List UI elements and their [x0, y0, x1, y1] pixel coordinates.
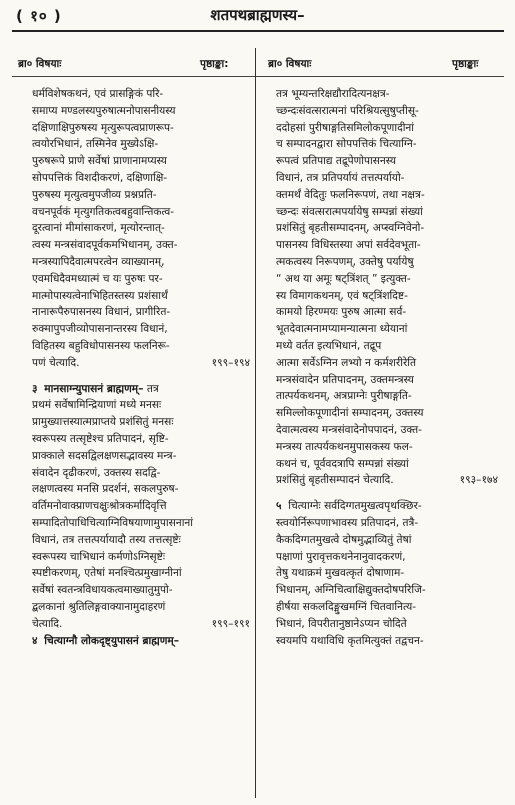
text-line: पुरुषस्य मृत्युत्वमुपजीव्य प्रश्नप्रति- — [32, 188, 157, 201]
section-title-tail: तत्र — [146, 382, 159, 395]
right-header-pages: पृष्ठाङ्काः — [452, 58, 479, 70]
text-line: कैकदिग्गतमुखत्वे दोषमुद्भाव्यितुं तेषां — [276, 533, 412, 546]
text-line: च सम्पादनद्वारा सोपपत्तिकं चित्याग्नि- — [276, 138, 417, 151]
text-line: सम्पादितोपाधिचित्याग्निविषयाणामुपासनानां — [32, 516, 194, 529]
entry-closing-text: प्रशंसितुं बृहतीसम्पादनं चेत्यादि. — [276, 474, 394, 487]
right-column — [276, 86, 498, 649]
text-line: पुरुषरूपे प्राणे सर्वेषां प्राणानामप्यस्य — [32, 155, 167, 168]
text-line: प्राक्काले सदसद्विलक्षणसद्भावस्य मन्त्र- — [32, 449, 177, 462]
text-line: स्वरूपस्य तत्सृष्टेश्च प्रतिपादनं, सृष्टि- — [32, 432, 169, 445]
section-number: ४ — [32, 634, 38, 647]
text-line: तात्पर्यकथनम्, अत्रप्राग्नेः पुरीषाङ्गति- — [276, 390, 412, 403]
entry-closing-line — [276, 472, 498, 489]
left-header-pages: पृष्ठाङ्का: — [200, 58, 229, 70]
text-line: हीर्षया सकलदिङ्मुखमग्निं चितवानित्य- — [276, 600, 417, 613]
text-line: लक्षणत्वस्य मनसि प्रदर्शनं, सकलपुरुष- — [32, 483, 179, 496]
text-line: च्छन्दःसंवत्सरात्मनां परिश्रियत्सुषुप्तीसू- — [276, 104, 419, 117]
text-line: समाप्य मण्डलस्यपुरुषात्मनोपासनीयस्य — [32, 104, 176, 117]
page-range: १९९–१९१ — [211, 617, 250, 630]
text-line: प्रशंसितुं बृहतीसम्पादनम्, अप्स्वग्निवेनो- — [276, 222, 425, 235]
text-line: क्तमर्थं वेदितुः फलनिरूपणं, तथा नक्षत्र- — [276, 188, 425, 201]
left-column — [32, 86, 250, 649]
section-heading-line — [32, 381, 250, 398]
text-line: तेषु यथाक्रमं मुखवत्कृतं दोषाणाम- — [276, 567, 405, 580]
section-number: ५ — [276, 500, 282, 513]
page-range: १९९–१९४ — [211, 356, 250, 369]
entry-closing-line — [32, 355, 250, 372]
running-title: शतपथब्राह्मणस्य– — [210, 6, 305, 24]
text-fragment: सर्वदिग्गतमुखत्वपृथक्छिर- — [324, 500, 422, 513]
text-line: भिधानं, विपरीतानुष्ठानेऽप्यन चोदिते — [276, 617, 407, 630]
text-line: देवात्मत्वस्य मन्त्रसंवादेनोपपादनं, उक्त- — [276, 423, 422, 436]
text-line: वर्तिमनोवाक्प्राणचक्षुःश्रोत्रकर्मादिवृत्ति — [32, 500, 167, 513]
text-line: ददोहसां पुरीषाङ्गतिसमिलोकपूणादीनां — [276, 121, 415, 134]
entry-closing-line — [32, 616, 250, 633]
text-line: विधानं, तत्र तत्तत्पर्यायादौ तस्य तत्तत्सृष्टेः — [32, 533, 181, 546]
text-line: नानारूपैरुपासनस्य विधानं, प्रागीरित- — [32, 306, 171, 319]
text-line: पासनस्य विधिस्तस्या अपां सर्वदेवभूता- — [276, 239, 421, 252]
section-number: ३ — [32, 382, 38, 395]
entry-closing-text: चेत्यादि. — [32, 617, 63, 630]
text-line: स्पष्टीकरणम्, एतेषां मनश्चित्प्रमुखाग्नीनां — [32, 567, 182, 580]
text-line: कथनं च, पूर्ववदत्रापि सम्पन्नां संख्यां — [276, 457, 409, 470]
page-number: ( १० ) — [16, 7, 62, 25]
text-line: भिधानम्, अग्निचित्वाक्षिद्युक्तदोषपरिजि- — [276, 584, 426, 597]
text-line: द्बलकानां श्रुतिलिङ्गवाक्यानामुदाहरणं — [32, 600, 166, 613]
text-line: संवादेन दृढीकरणं, उक्तस्य सदद्वि- — [32, 466, 161, 479]
text-line: आत्मा सर्वेऽग्निन लभ्यो न कर्मशरीरेति — [276, 356, 417, 369]
column-divider — [255, 48, 256, 798]
text-line: सोपपत्तिकं विशदीकरणं, दक्षिणाक्षि- — [32, 171, 168, 184]
section-title: मानसाग्न्युपासनं ब्राह्मणम्– — [44, 382, 144, 395]
section-title: चित्याग्नेः — [288, 500, 321, 513]
page-range: १९३–१७४ — [459, 474, 498, 487]
text-line: मन्त्रसंवादेन प्रतिपादनम्, उक्तमन्त्रस्य — [276, 373, 414, 386]
text-line: त्वस्य मन्त्रसंवादपूर्वकमभिधानम्, उक्त- — [32, 239, 178, 252]
text-line: स्वयमपि यथाविधि कृतमित्युक्तं तद्वचन- — [276, 634, 424, 647]
text-line: स्वरूपस्य चाभिधानं कर्मणोऽग्निसृष्टेः — [32, 550, 165, 563]
text-line: रुक्मापुपजीव्योपासनान्तरस्य विधानं, — [32, 323, 168, 336]
text-line: दक्षिणाक्षिपुरुषस्य मृत्युरूपत्वप्राणरूप- — [32, 121, 174, 134]
text-line: मध्ये वर्तत इत्यभिधानं, तद्रूप — [276, 339, 382, 352]
section-title: चित्याग्नौ लोकदृष्ट्युपासनं ब्राह्मणम्– — [44, 634, 180, 647]
text-line: विहितस्य बहुविधोपासनस्य फलनिरू- — [32, 339, 170, 352]
header-rule — [12, 30, 504, 32]
text-line: “ अथ या अमूः षट्त्रिंशत् ” इत्युक्त- — [276, 272, 411, 285]
text-line: च्छन्दः संवत्सरात्मपर्यायेषु सम्पन्नां संख्यां — [276, 205, 423, 218]
text-line: पक्षाणां पुरावृत्तकथनेनानुवादकरणं, — [276, 550, 406, 563]
subheader-rule — [12, 76, 504, 77]
text-line: मन्त्रस्य तात्पर्यकथनमुपासकस्य फल- — [276, 440, 413, 453]
text-line: एवमधिदैवमध्यात्मं च यः पुरुषः पर- — [32, 272, 163, 285]
left-header-subject: ब्रा० विषयाः — [18, 58, 62, 70]
text-line: कामयो हिरण्मयः पुरुष आत्मा सर्व- — [276, 306, 407, 319]
text-line: मन्त्रस्यापिदैवात्मपरत्वेन व्याख्यानम्, — [32, 255, 165, 268]
text-line: प्रथमं सर्वेषामिन्द्रियाणां मध्ये मनसः — [32, 399, 162, 412]
entry-closing-text: पणं चेत्यादि. — [32, 356, 80, 369]
text-line: प्रामुख्यात्तस्यात्मप्राप्तये प्रशंसितुं मनसः — [32, 416, 174, 429]
text-line: त्वयोरभिधानं, तस्मिनेव मुख्येऽक्षि- — [32, 138, 159, 151]
text-line: स्त्वयोर्निरूपणाभावस्य प्रतिपादनं, तत्रै- — [276, 516, 419, 529]
text-line: रूपत्वं प्रतिपाद्य तद्रूपेणोपासनस्य — [276, 155, 397, 168]
text-line: मात्मोपास्यत्वेनाभिहितस्तस्य प्रशंसार्थं — [32, 289, 168, 302]
text-line: सर्वेषां स्वतन्त्रविधायकत्वमाख्यातुमुपो- — [32, 584, 173, 597]
text-line: समिल्लोकपूणादीनां सम्पादनम्, उक्तस्य — [276, 407, 424, 420]
section-heading-line — [32, 633, 250, 650]
text-line: स्य विमागकथनम्, एवं षट्त्रिंशदिष्ट- — [276, 289, 408, 302]
text-line: धर्मविशेषकथनं, एवं प्रासङ्गिकं परि- — [32, 88, 164, 100]
section-heading-line — [276, 498, 498, 515]
text-line: विधानं, तत्र प्रतिपर्यायं तत्तत्पर्यायो- — [276, 171, 405, 184]
right-header-subject: ब्रा० विषयाः — [268, 58, 312, 70]
text-line: दूरत्वानां मीमांसाकरणं, मृत्योरन्तात्- — [32, 222, 165, 235]
text-line: तत्र भूम्यन्तरिक्षद्यौरादित्यनक्षत्र- — [276, 88, 390, 100]
text-line: वचनपूर्वकं मृत्युगतिकत्वबहुवान्तिकत्व- — [32, 205, 175, 218]
text-line: भूतदेवात्मनामप्यामन्यात्मना ध्येयानां — [276, 323, 408, 336]
text-line: त्मकत्वस्य निरूपणम्, उक्तेषु पर्यायेषु — [276, 255, 414, 268]
